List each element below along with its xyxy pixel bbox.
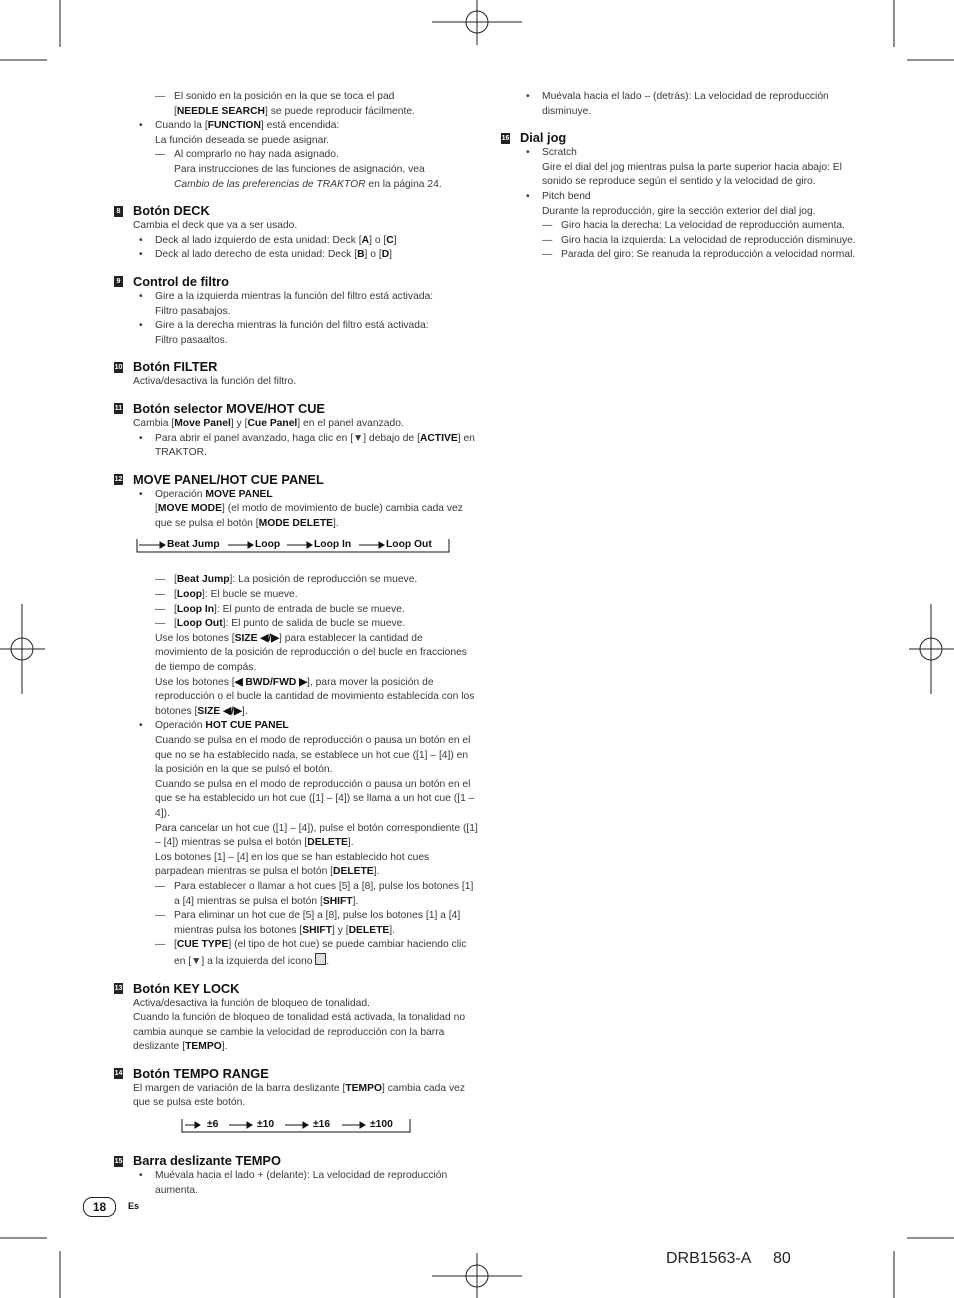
section-number: 8 xyxy=(114,206,123,217)
section-number: 14 xyxy=(114,1070,123,1078)
flow-step: Loop xyxy=(255,539,281,551)
dash-item: — Para eliminar un hot cue de [5] a [8], pulse los botones [1] a [4] mientras pulsa los botones [SHIFT] y [DELETE]. xyxy=(133,909,478,938)
section-title: Control de filtro xyxy=(133,273,229,289)
text: Para instrucciones de las funciones de asignación, vea xyxy=(174,163,425,175)
dash-item: — [Loop]: El bucle se mueve. xyxy=(133,588,478,603)
section-move-hotcue-panel xyxy=(114,471,478,970)
section-desc: El margen de variación de la barra deslizante [TEMPO] cambia cada vez que se pulsa este botón. xyxy=(133,1082,466,1109)
section-tempo-slider xyxy=(114,1153,478,1198)
dash-item: — Giro hacia la izquierda: La velocidad de reproducción disminuye. xyxy=(520,234,860,249)
section-number: 9 xyxy=(114,276,123,287)
dash-item: — Para establecer o llamar a hot cues [5] a [8], pulse los botones [1] a [4] mientras se pulsa el botón [SHIFT]. xyxy=(133,880,478,909)
bullet-item: • Operación MOVE PANEL [MOVE MODE] (el modo de movimiento de bucle) cambia cada vez que se pulsa el botón [MODE DELETE]. xyxy=(133,488,478,532)
section-title: Botón FILTER xyxy=(133,359,218,375)
text: La función deseada se puede asignar. xyxy=(155,134,330,146)
section-number: 15 xyxy=(114,1157,123,1165)
section-desc: Cambia [Move Panel] y [Cue Panel] en el panel avanzado. xyxy=(133,417,404,429)
flow-step: ±100 xyxy=(370,1119,393,1131)
flow-step: Loop In xyxy=(314,539,352,551)
bullet-item: • Scratch xyxy=(520,146,860,161)
section-title: Botón KEY LOCK xyxy=(133,980,240,996)
page-number: 18 xyxy=(83,1197,116,1217)
section-title: Botón DECK xyxy=(133,203,210,219)
section-filter-control xyxy=(116,273,478,348)
section-title: Botón TEMPO RANGE xyxy=(133,1065,269,1081)
bullet-item: • Deck al lado derecho de esta unidad: Deck [B] o [D] xyxy=(133,248,478,263)
paragraph: Cuando se pulsa en el modo de reproducción o pausa un botón en el que se ha establecido un hot cue ([1] – [4]) se llama a un hot cue ([1 – 4]). xyxy=(155,778,475,819)
tempo-slider-continued xyxy=(520,90,860,119)
section-desc: Activa/desactiva la función del filtro. xyxy=(133,376,297,388)
bullet-item: • Pitch bend xyxy=(520,190,860,205)
right-column xyxy=(501,90,860,263)
cue-type-icon xyxy=(315,953,326,965)
text: en la página 24. xyxy=(368,178,442,190)
section-title: MOVE PANEL/HOT CUE PANEL xyxy=(133,471,324,487)
section-title: Barra deslizante TEMPO xyxy=(133,1153,281,1169)
flow-step: Loop Out xyxy=(386,539,432,551)
section-title: Botón selector MOVE/HOT CUE xyxy=(133,400,325,416)
paragraph: Cuando se pulsa en el modo de reproducción o pausa un botón en el que no se ha establecido nada, se establece un hot cue ([1] – [4]) en la posición en la que se pulsó el botón. xyxy=(155,735,471,776)
tempo-range-flow-diagram xyxy=(179,1117,459,1143)
section-title: Dial jog xyxy=(520,130,567,146)
paragraph: Use los botones [◀ BWD/FWD ▶], para mover la posición de reproducción o el bucle la cantidad de movimiento establecida con los botones [SIZE ◀/▶]. xyxy=(155,676,475,717)
flow-step: Beat Jump xyxy=(167,539,220,551)
section-deck-button xyxy=(116,203,478,263)
section-tempo-range xyxy=(114,1065,478,1143)
cross-reference-link[interactable]: Cambio de las preferencias de TRAKTOR xyxy=(174,178,366,190)
dash-item xyxy=(133,148,478,192)
bullet-item: • Cuando la [FUNCTION] está encendida: La función deseada se puede asignar. xyxy=(133,119,478,148)
text: El sonido en la posición en la que se toca el pad xyxy=(174,91,395,102)
section-number: 11 xyxy=(114,405,123,413)
section-desc: Activa/desactiva la función de bloqueo de tonalidad. xyxy=(133,997,370,1009)
section-number: 10 xyxy=(114,363,123,371)
section-number: 12 xyxy=(114,476,123,484)
dash-item: — Giro hacia la derecha: La velocidad de reproducción aumenta. xyxy=(520,219,860,234)
dash-item: — Parada del giro: Se reanuda la reproducción a velocidad normal. xyxy=(520,248,860,263)
document-page: 80 xyxy=(773,1250,791,1267)
paragraph: Durante la reproducción, gire la sección exterior del dial jog. xyxy=(542,205,816,217)
dash-item: — [Loop In]: El punto de entrada de bucle se mueve. xyxy=(133,603,478,618)
bullet-item: • Gire a la izquierda mientras la función del filtro está activada: Filtro pasabajos. xyxy=(133,290,478,319)
text: Al comprarlo no hay nada asignado. xyxy=(174,149,339,161)
left-column xyxy=(114,90,478,1198)
intro-section xyxy=(133,90,478,192)
section-key-lock xyxy=(114,980,478,1055)
bullet-item: • Operación HOT CUE PANEL xyxy=(133,719,478,734)
function-label: FUNCTION xyxy=(207,120,261,132)
paragraph: Use los botones [SIZE ◀/▶] para establecer la cantidad de movimiento de la posición de reproducción o del bucle en fracciones de tiempo de compás. xyxy=(155,632,467,674)
flow-step: ±6 xyxy=(207,1119,219,1131)
paragraph: Los botones [1] – [4] en los que se han establecido hot cues parpadean mientras se pulsa el botón [DELETE]. xyxy=(155,851,430,878)
section-number: 16 xyxy=(501,134,510,142)
section-desc: Cambia el deck que va a ser usado. xyxy=(133,220,298,232)
bullet-item: • Muévala hacia el lado + (delante): La velocidad de reproducción aumenta. xyxy=(133,1169,478,1198)
flow-step: ±16 xyxy=(313,1119,331,1131)
dash-item: — [CUE TYPE] (el tipo de hot cue) se puede cambiar haciendo clic en [▼] a la izquierda del icono . xyxy=(133,938,478,969)
text: está encendida: xyxy=(266,120,340,132)
bullet-item: • Muévala hacia el lado – (detrás): La velocidad de reproducción disminuye. xyxy=(520,90,860,119)
dash-item: — [Loop Out]: El punto de salida de bucle se mueve. xyxy=(133,617,478,632)
text: se puede reproducir fácilmente. xyxy=(270,105,415,117)
section-desc: Cuando la función de bloqueo de tonalidad está activada, la tonalidad no cambia aunque se cambie la velocidad de reproducción con la barra deslizante [TEMPO]. xyxy=(133,1012,466,1053)
section-jog-dial xyxy=(501,130,860,263)
needle-search-label: NEEDLE SEARCH xyxy=(176,105,265,117)
paragraph: Gire el dial del jog mientras pulsa la parte superior hacia abajo: El sonido se reproduce según el sentido y la velocidad de giro. xyxy=(542,161,842,188)
language-code: Es xyxy=(128,1201,140,1211)
document-id: DRB1563-A xyxy=(666,1250,752,1267)
flow-step: ±10 xyxy=(257,1119,275,1131)
move-mode-flow-diagram xyxy=(133,537,453,563)
text: Cuando la xyxy=(155,120,202,132)
bullet-item: • Deck al lado izquierdo de esta unidad: Deck [A] o [C] xyxy=(133,234,478,249)
dash-item: — El sonido en la posición en la que se toca el pad [NEEDLE SEARCH] se puede reproducir fácilmente. xyxy=(133,90,478,119)
bullet-item: • Para abrir el panel avanzado, haga clic en [▼] debajo de [ACTIVE] en TRAKTOR. xyxy=(133,432,478,461)
section-move-hotcue-selector xyxy=(114,400,478,461)
bullet-item: • Gire a la derecha mientras la función del filtro está activada: Filtro pasaaltos. xyxy=(133,319,478,348)
paragraph: Para cancelar un hot cue ([1] – [4]), pulse el botón correspondiente ([1] – [4]) mientras se pulsa el botón [DELETE]. xyxy=(155,822,478,849)
section-filter-button xyxy=(114,359,478,390)
section-number: 13 xyxy=(114,985,123,992)
dash-item: — [Beat Jump]: La posición de reproducción se mueve. xyxy=(133,573,478,588)
